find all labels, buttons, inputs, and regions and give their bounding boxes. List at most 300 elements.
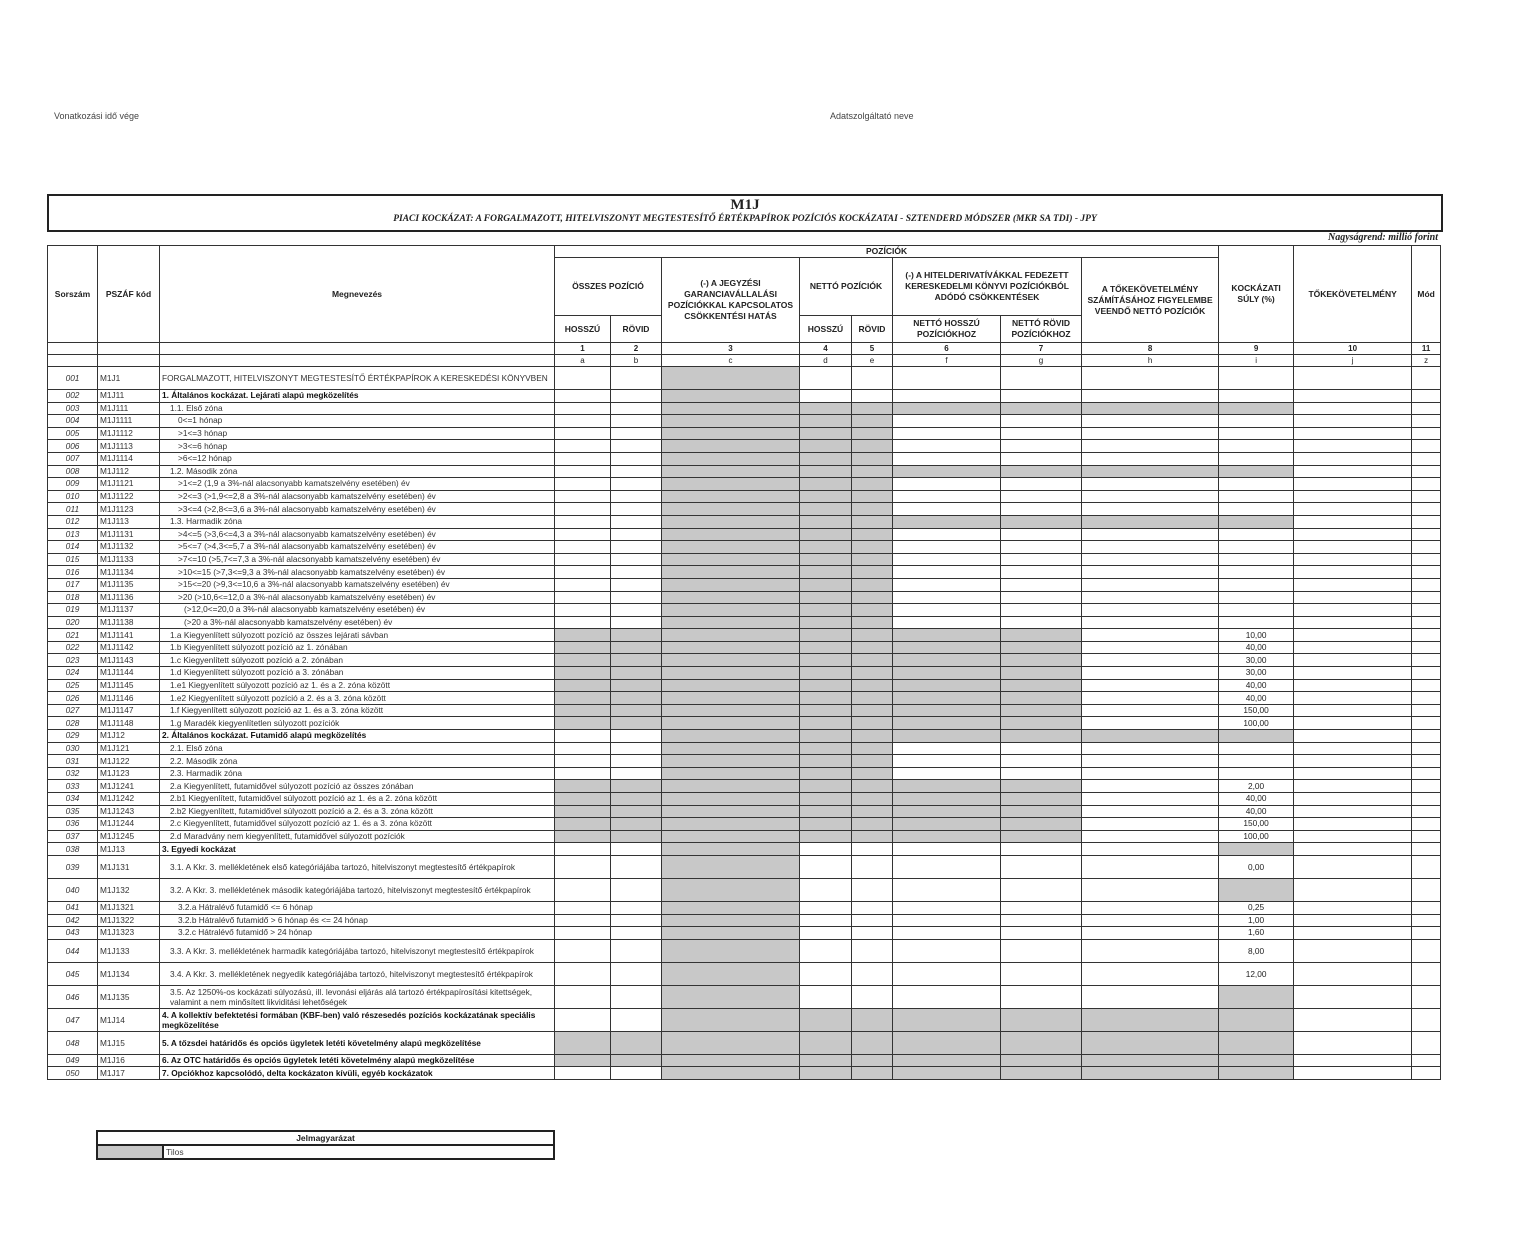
data-cell[interactable] [893, 843, 1001, 856]
row-label: >6<=12 hónap [160, 452, 555, 465]
data-cell[interactable] [1001, 591, 1082, 604]
data-cell[interactable] [1082, 667, 1219, 680]
data-cell[interactable] [1082, 692, 1219, 705]
data-cell[interactable] [893, 541, 1001, 554]
data-cell[interactable] [555, 927, 611, 940]
data-cell[interactable] [852, 390, 893, 403]
data-cell[interactable] [1082, 415, 1219, 428]
data-cell[interactable] [611, 962, 662, 985]
data-cell[interactable] [555, 465, 611, 478]
data-cell[interactable] [1082, 805, 1219, 818]
data-cell[interactable] [1294, 755, 1412, 768]
data-cell[interactable] [1082, 939, 1219, 962]
data-cell[interactable] [1294, 985, 1412, 1008]
data-cell[interactable] [893, 878, 1001, 901]
data-cell[interactable] [1412, 755, 1441, 768]
data-cell[interactable] [611, 939, 662, 962]
data-cell[interactable] [1001, 427, 1082, 440]
data-cell[interactable] [1412, 402, 1441, 415]
data-cell[interactable] [1294, 667, 1412, 680]
data-cell[interactable] [1082, 755, 1219, 768]
data-cell[interactable] [555, 855, 611, 878]
data-cell[interactable] [611, 616, 662, 629]
data-cell[interactable] [611, 927, 662, 940]
data-cell[interactable] [1082, 629, 1219, 642]
data-cell[interactable] [1082, 780, 1219, 793]
data-cell[interactable] [1001, 604, 1082, 617]
data-cell[interactable] [1294, 855, 1412, 878]
data-cell[interactable] [1082, 855, 1219, 878]
data-cell[interactable] [1412, 641, 1441, 654]
data-cell[interactable] [1082, 604, 1219, 617]
data-cell[interactable] [1412, 830, 1441, 843]
table-row [48, 667, 1441, 680]
data-cell[interactable] [1001, 843, 1082, 856]
data-cell[interactable] [893, 591, 1001, 604]
data-cell[interactable] [1412, 667, 1441, 680]
data-cell[interactable] [1294, 818, 1412, 831]
data-cell[interactable] [555, 578, 611, 591]
data-cell[interactable] [1412, 515, 1441, 528]
data-cell[interactable] [611, 1067, 662, 1080]
data-cell[interactable] [555, 528, 611, 541]
data-cell[interactable] [1082, 878, 1219, 901]
data-cell[interactable] [1001, 566, 1082, 579]
data-cell[interactable] [1001, 440, 1082, 453]
data-cell[interactable] [555, 566, 611, 579]
data-cell[interactable] [1412, 528, 1441, 541]
data-cell[interactable] [1294, 629, 1412, 642]
data-cell[interactable] [1294, 939, 1412, 962]
data-cell[interactable] [1082, 654, 1219, 667]
data-cell[interactable] [611, 528, 662, 541]
data-cell[interactable] [1001, 528, 1082, 541]
data-cell[interactable] [555, 985, 611, 1008]
data-cell[interactable] [893, 578, 1001, 591]
data-cell[interactable] [611, 390, 662, 403]
data-cell[interactable] [1294, 503, 1412, 516]
data-cell[interactable] [800, 914, 852, 927]
data-cell[interactable] [555, 541, 611, 554]
data-cell[interactable] [1294, 616, 1412, 629]
data-cell[interactable] [1412, 717, 1441, 730]
data-cell[interactable] [800, 390, 852, 403]
data-cell[interactable] [555, 427, 611, 440]
data-cell[interactable] [1412, 490, 1441, 503]
data-cell[interactable] [893, 604, 1001, 617]
data-cell[interactable] [611, 730, 662, 743]
data-cell[interactable] [611, 440, 662, 453]
data-cell[interactable] [1412, 578, 1441, 591]
data-cell[interactable] [1001, 490, 1082, 503]
data-cell[interactable] [1082, 914, 1219, 927]
table-row [48, 985, 1441, 1008]
data-cell[interactable] [555, 843, 611, 856]
data-cell[interactable] [1294, 553, 1412, 566]
data-cell[interactable] [611, 901, 662, 914]
data-cell[interactable] [611, 415, 662, 428]
data-cell[interactable] [1082, 578, 1219, 591]
data-cell[interactable] [1294, 830, 1412, 843]
data-cell[interactable] [611, 367, 662, 390]
data-cell[interactable] [852, 843, 893, 856]
data-cell[interactable] [1294, 490, 1412, 503]
data-cell[interactable] [1412, 566, 1441, 579]
data-cell[interactable] [893, 440, 1001, 453]
data-cell[interactable] [1412, 591, 1441, 604]
data-cell[interactable] [1412, 914, 1441, 927]
data-cell[interactable] [800, 855, 852, 878]
data-cell[interactable] [1001, 855, 1082, 878]
data-cell[interactable] [611, 591, 662, 604]
data-cell[interactable] [800, 939, 852, 962]
data-cell[interactable] [611, 985, 662, 1008]
data-cell [800, 541, 852, 554]
data-cell[interactable] [893, 566, 1001, 579]
data-cell[interactable] [1294, 927, 1412, 940]
data-cell[interactable] [1412, 985, 1441, 1008]
data-cell[interactable] [1082, 390, 1219, 403]
data-cell[interactable] [1082, 478, 1219, 491]
data-cell[interactable] [800, 367, 852, 390]
data-cell[interactable] [1294, 692, 1412, 705]
data-cell[interactable] [893, 742, 1001, 755]
data-cell[interactable] [1082, 616, 1219, 629]
data-cell[interactable] [555, 1008, 611, 1031]
data-cell[interactable] [1412, 427, 1441, 440]
data-cell[interactable] [1294, 452, 1412, 465]
data-cell[interactable] [1082, 962, 1219, 985]
data-cell[interactable] [1412, 927, 1441, 940]
data-cell[interactable] [1412, 503, 1441, 516]
data-cell[interactable] [611, 490, 662, 503]
data-cell[interactable] [800, 927, 852, 940]
data-cell[interactable] [1082, 591, 1219, 604]
data-cell[interactable] [1294, 805, 1412, 818]
data-cell[interactable] [1001, 755, 1082, 768]
data-cell[interactable] [555, 604, 611, 617]
data-cell[interactable] [1412, 440, 1441, 453]
data-cell[interactable] [555, 440, 611, 453]
data-cell[interactable] [555, 553, 611, 566]
data-cell[interactable] [852, 962, 893, 985]
data-cell[interactable] [611, 742, 662, 755]
data-cell[interactable] [1001, 616, 1082, 629]
data-cell[interactable] [1294, 541, 1412, 554]
data-cell[interactable] [555, 402, 611, 415]
data-cell[interactable] [1412, 478, 1441, 491]
data-cell[interactable] [1001, 415, 1082, 428]
data-cell[interactable] [893, 962, 1001, 985]
data-cell[interactable] [1082, 927, 1219, 940]
data-cell[interactable] [1412, 452, 1441, 465]
data-cell[interactable] [611, 914, 662, 927]
data-cell[interactable] [1412, 805, 1441, 818]
data-cell[interactable] [800, 985, 852, 1008]
data-cell[interactable] [893, 616, 1001, 629]
data-cell[interactable] [555, 1067, 611, 1080]
data-cell[interactable] [1082, 440, 1219, 453]
data-cell[interactable] [893, 427, 1001, 440]
data-cell[interactable] [1294, 465, 1412, 478]
data-cell[interactable] [1294, 1054, 1412, 1067]
data-cell[interactable] [893, 901, 1001, 914]
data-cell[interactable] [1294, 402, 1412, 415]
data-cell[interactable] [1001, 939, 1082, 962]
data-cell[interactable] [555, 962, 611, 985]
data-cell[interactable] [852, 939, 893, 962]
data-cell[interactable] [893, 939, 1001, 962]
data-cell[interactable] [1001, 985, 1082, 1008]
data-cell[interactable] [1294, 704, 1412, 717]
data-cell[interactable] [1294, 1031, 1412, 1054]
data-cell[interactable] [1294, 367, 1412, 390]
data-cell[interactable] [1082, 679, 1219, 692]
data-cell[interactable] [852, 855, 893, 878]
data-cell[interactable] [611, 402, 662, 415]
data-cell[interactable] [1082, 843, 1219, 856]
data-cell[interactable] [1001, 390, 1082, 403]
data-cell[interactable] [1001, 553, 1082, 566]
data-cell[interactable] [893, 452, 1001, 465]
data-cell[interactable] [555, 452, 611, 465]
data-cell[interactable] [1412, 901, 1441, 914]
data-cell[interactable] [611, 553, 662, 566]
data-cell[interactable] [611, 578, 662, 591]
data-cell[interactable] [1412, 855, 1441, 878]
data-cell[interactable] [1412, 767, 1441, 780]
data-cell [662, 604, 800, 617]
data-cell[interactable] [1412, 793, 1441, 806]
data-cell[interactable] [1082, 704, 1219, 717]
data-cell[interactable] [1412, 415, 1441, 428]
data-cell[interactable] [1294, 654, 1412, 667]
data-cell[interactable] [1001, 878, 1082, 901]
data-cell[interactable] [1082, 503, 1219, 516]
data-cell[interactable] [555, 415, 611, 428]
data-cell[interactable] [1412, 1054, 1441, 1067]
data-cell[interactable] [800, 901, 852, 914]
data-cell[interactable] [555, 901, 611, 914]
data-cell[interactable] [1082, 830, 1219, 843]
data-cell[interactable] [611, 465, 662, 478]
data-cell[interactable] [1082, 566, 1219, 579]
data-cell[interactable] [1294, 390, 1412, 403]
data-cell[interactable] [1001, 478, 1082, 491]
data-cell [852, 566, 893, 579]
data-cell[interactable] [555, 767, 611, 780]
data-cell[interactable] [1412, 604, 1441, 617]
data-cell[interactable] [1294, 780, 1412, 793]
data-cell[interactable] [893, 855, 1001, 878]
data-cell[interactable] [1412, 962, 1441, 985]
data-cell[interactable] [1412, 679, 1441, 692]
data-cell[interactable] [1082, 985, 1219, 1008]
data-cell[interactable] [893, 415, 1001, 428]
data-cell[interactable] [1082, 767, 1219, 780]
data-cell[interactable] [1412, 629, 1441, 642]
data-cell[interactable] [1082, 717, 1219, 730]
data-cell[interactable] [1001, 578, 1082, 591]
data-cell[interactable] [1294, 679, 1412, 692]
data-cell[interactable] [1294, 641, 1412, 654]
data-cell[interactable] [611, 515, 662, 528]
data-cell[interactable] [1001, 541, 1082, 554]
data-cell[interactable] [1001, 927, 1082, 940]
data-cell[interactable] [1082, 793, 1219, 806]
data-cell[interactable] [1412, 367, 1441, 390]
data-cell[interactable] [555, 914, 611, 927]
data-cell[interactable] [1294, 878, 1412, 901]
data-cell[interactable] [893, 367, 1001, 390]
data-cell[interactable] [1294, 843, 1412, 856]
data-cell[interactable] [893, 390, 1001, 403]
data-cell[interactable] [800, 962, 852, 985]
data-cell[interactable] [1082, 818, 1219, 831]
data-cell[interactable] [893, 528, 1001, 541]
data-cell[interactable] [1412, 939, 1441, 962]
data-cell[interactable] [1412, 616, 1441, 629]
data-cell[interactable] [852, 878, 893, 901]
data-cell[interactable] [852, 914, 893, 927]
data-cell[interactable] [611, 755, 662, 768]
data-cell[interactable] [1082, 427, 1219, 440]
data-cell[interactable] [1001, 742, 1082, 755]
data-cell[interactable] [1412, 742, 1441, 755]
data-cell[interactable] [1001, 962, 1082, 985]
data-cell[interactable] [611, 503, 662, 516]
data-cell[interactable] [1082, 901, 1219, 914]
data-cell[interactable] [555, 755, 611, 768]
data-cell[interactable] [611, 452, 662, 465]
data-cell[interactable] [611, 478, 662, 491]
data-cell[interactable] [1412, 704, 1441, 717]
data-cell[interactable] [1082, 553, 1219, 566]
data-cell[interactable] [1001, 901, 1082, 914]
data-cell[interactable] [1001, 914, 1082, 927]
data-cell[interactable] [1294, 730, 1412, 743]
data-cell[interactable] [611, 878, 662, 901]
data-cell[interactable] [893, 985, 1001, 1008]
data-cell[interactable] [555, 478, 611, 491]
data-cell[interactable] [555, 616, 611, 629]
data-cell[interactable] [555, 730, 611, 743]
data-cell[interactable] [893, 914, 1001, 927]
data-cell[interactable] [611, 566, 662, 579]
data-cell[interactable] [1412, 553, 1441, 566]
data-cell[interactable] [1412, 654, 1441, 667]
data-cell[interactable] [800, 843, 852, 856]
data-cell[interactable] [1294, 427, 1412, 440]
data-cell[interactable] [1412, 843, 1441, 856]
data-cell[interactable] [611, 427, 662, 440]
data-cell[interactable] [1294, 914, 1412, 927]
data-cell[interactable] [611, 855, 662, 878]
data-cell[interactable] [893, 553, 1001, 566]
data-cell[interactable] [1294, 901, 1412, 914]
data-cell[interactable] [1294, 478, 1412, 491]
data-cell[interactable] [611, 1008, 662, 1031]
data-cell[interactable] [893, 490, 1001, 503]
data-cell[interactable] [1294, 793, 1412, 806]
data-cell[interactable] [1082, 490, 1219, 503]
data-cell[interactable] [1294, 1067, 1412, 1080]
data-cell[interactable] [555, 939, 611, 962]
data-cell[interactable] [852, 901, 893, 914]
data-cell[interactable] [1412, 1067, 1441, 1080]
data-cell[interactable] [1082, 742, 1219, 755]
data-cell[interactable] [1412, 390, 1441, 403]
data-cell[interactable] [555, 878, 611, 901]
data-cell[interactable] [1294, 528, 1412, 541]
data-cell[interactable] [555, 742, 611, 755]
data-cell[interactable] [555, 503, 611, 516]
data-cell[interactable] [1412, 692, 1441, 705]
data-cell[interactable] [555, 490, 611, 503]
data-cell[interactable] [611, 767, 662, 780]
data-cell[interactable] [1294, 415, 1412, 428]
data-cell[interactable] [611, 604, 662, 617]
data-cell[interactable] [1294, 591, 1412, 604]
data-cell[interactable] [1412, 818, 1441, 831]
data-cell[interactable] [800, 878, 852, 901]
data-cell[interactable] [1001, 367, 1082, 390]
data-cell[interactable] [852, 367, 893, 390]
data-cell[interactable] [611, 843, 662, 856]
data-cell[interactable] [1412, 878, 1441, 901]
data-cell [852, 717, 893, 730]
data-cell[interactable] [1082, 528, 1219, 541]
data-cell[interactable] [893, 927, 1001, 940]
data-cell[interactable] [1412, 1031, 1441, 1054]
data-cell[interactable] [1412, 541, 1441, 554]
data-cell[interactable] [1001, 767, 1082, 780]
data-cell[interactable] [1412, 730, 1441, 743]
data-cell[interactable] [1294, 604, 1412, 617]
data-cell[interactable] [555, 367, 611, 390]
data-cell[interactable] [1412, 780, 1441, 793]
data-cell[interactable] [1294, 566, 1412, 579]
data-cell[interactable] [893, 755, 1001, 768]
data-cell[interactable] [1294, 440, 1412, 453]
data-cell[interactable] [1082, 641, 1219, 654]
data-cell[interactable] [1412, 465, 1441, 478]
data-cell[interactable] [852, 985, 893, 1008]
data-cell[interactable] [1412, 1008, 1441, 1031]
data-cell[interactable] [1082, 541, 1219, 554]
data-cell[interactable] [1082, 367, 1219, 390]
data-cell[interactable] [555, 515, 611, 528]
data-cell[interactable] [1294, 767, 1412, 780]
data-cell[interactable] [1294, 717, 1412, 730]
data-cell[interactable] [893, 503, 1001, 516]
data-cell[interactable] [1001, 503, 1082, 516]
data-cell[interactable] [1294, 578, 1412, 591]
data-cell[interactable] [893, 478, 1001, 491]
data-cell[interactable] [1001, 452, 1082, 465]
data-cell[interactable] [893, 767, 1001, 780]
data-cell[interactable] [555, 390, 611, 403]
data-cell[interactable] [1294, 515, 1412, 528]
table-row [48, 878, 1441, 901]
data-cell[interactable] [1294, 742, 1412, 755]
data-cell[interactable] [611, 541, 662, 554]
data-cell[interactable] [852, 927, 893, 940]
data-cell[interactable] [1294, 962, 1412, 985]
data-cell[interactable] [555, 591, 611, 604]
data-cell[interactable] [1294, 1008, 1412, 1031]
data-cell[interactable] [1082, 452, 1219, 465]
